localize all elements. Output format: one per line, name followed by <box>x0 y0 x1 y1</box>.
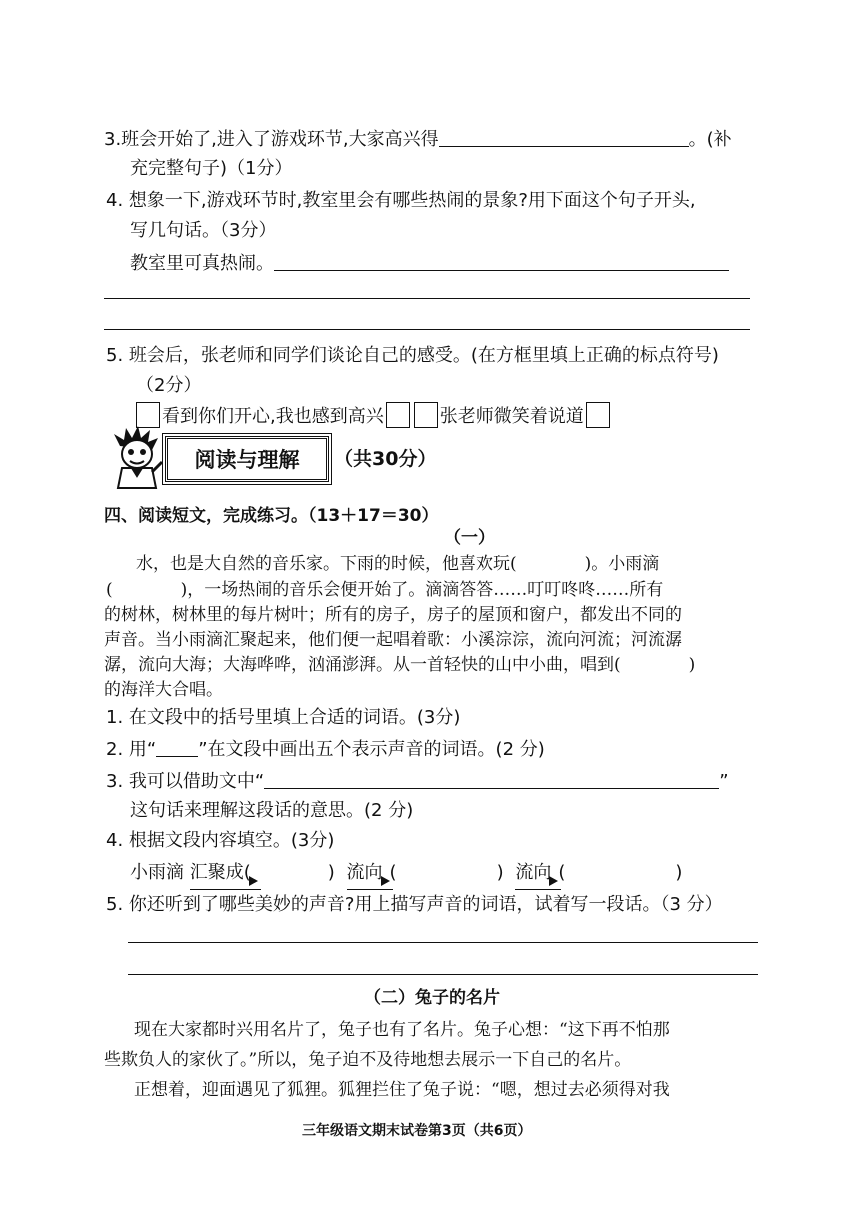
flow-arrow-1: 汇聚成( <box>190 860 251 886</box>
sub-q4: 4. 根据文段内容填空。(3分) <box>106 830 335 851</box>
flow-arrow-2: 流向 <box>347 860 383 886</box>
sub-q2: 2. 用“ ”在文段中画出五个表示声音的词语。(2 分) <box>106 736 545 763</box>
section-score: （共30分） <box>334 448 437 470</box>
q4-blank-2[interactable] <box>104 298 750 299</box>
q4-starter: 教室里可真热闹。 <box>130 250 729 277</box>
punct-box-4[interactable] <box>586 402 610 428</box>
q4-blank-1[interactable] <box>274 250 729 271</box>
punct-box-2[interactable] <box>386 402 410 428</box>
underline-sample <box>156 736 198 757</box>
q3-quote-blank[interactable] <box>264 768 719 789</box>
part4-heading: 四、阅读短文，完成练习。（13＋17＝30） <box>104 506 439 526</box>
q5-answer-line-1[interactable] <box>128 942 758 943</box>
q3-cont: 充完整句子)（1分） <box>130 158 293 179</box>
student-mascot-icon <box>108 424 166 490</box>
q5-line1: 5. 班会后，张老师和同学们谈论自己的感受。(在方框里填上正确的标点符号) <box>106 345 719 366</box>
passage-line: 的树林，树林里的每片树叶；所有的房子，房子的屋顶和窗户，都发出不同的 <box>104 605 682 625</box>
q4-line1: 4. 想象一下,游戏环节时,教室里会有哪些热闹的景象?用下面这个句子开头, <box>106 190 696 211</box>
passage-line: 的海洋大合唱。 <box>104 680 223 700</box>
story-title: （二）兔子的名片 <box>364 988 500 1008</box>
q4-line2: 写几句话。（3分） <box>130 220 277 241</box>
passage-line: 声音。当小雨滴汇聚起来，他们便一起唱着歌：小溪淙淙，流向河流；河流潺 <box>104 630 682 650</box>
story-line: 些欺负人的家伙了。”所以，兔子迫不及待地想去展示一下自己的名片。 <box>104 1050 632 1070</box>
story-line: 现在大家都时兴用名片了，兔子也有了名片。兔子心想：“这下再不怕那 <box>134 1020 670 1040</box>
story-line: 正想着，迎面遇见了狐狸。狐狸拦住了兔子说：“嗯，想过去必须得对我 <box>134 1080 670 1100</box>
page-footer: 三年级语文期末试卷第3页（共6页） <box>302 1123 532 1139</box>
punct-box-3[interactable] <box>414 402 438 428</box>
part4-sub: （一） <box>444 528 495 548</box>
sub-q5: 5. 你还听到了哪些美妙的声音?用上描写声音的词语，试着写一段话。（3 分） <box>106 894 723 915</box>
sub-q3-cont: 这句话来理解这段话的意思。(2 分) <box>130 800 414 821</box>
q5-score: （2分） <box>136 375 202 396</box>
sub-q1: 1. 在文段中的括号里填上合适的词语。(3分) <box>106 707 461 728</box>
q3-blank[interactable] <box>439 126 689 147</box>
passage-line: 潺，流向大海；大海哗哗，汹涌澎湃。从一首轻快的山中小曲，唱到( ) <box>104 655 696 675</box>
sub-q3: 3. 我可以借助文中“ ” <box>106 768 729 795</box>
q5-answer-line-2[interactable] <box>128 974 758 975</box>
passage-line: ( )，一场热闹的音乐会便开始了。滴滴答答……叮叮咚咚……所有 <box>106 580 664 600</box>
flow-fill: 小雨滴 汇聚成( ) 流向 ( ) 流向 ( ) <box>130 860 682 886</box>
flow-arrow-3: 流向 <box>515 860 551 886</box>
q5-sentence: 看到你们开心,我也感到高兴 张老师微笑着说道 <box>134 402 612 430</box>
passage-line: 水，也是大自然的音乐家。下雨的时候，他喜欢玩( )。小雨滴 <box>136 554 660 574</box>
q4-blank-3[interactable] <box>104 329 750 330</box>
section-banner: 阅读与理解 <box>165 436 329 482</box>
q3-line: 3.班会开始了,进入了游戏环节,大家高兴得 。(补 <box>104 126 732 153</box>
